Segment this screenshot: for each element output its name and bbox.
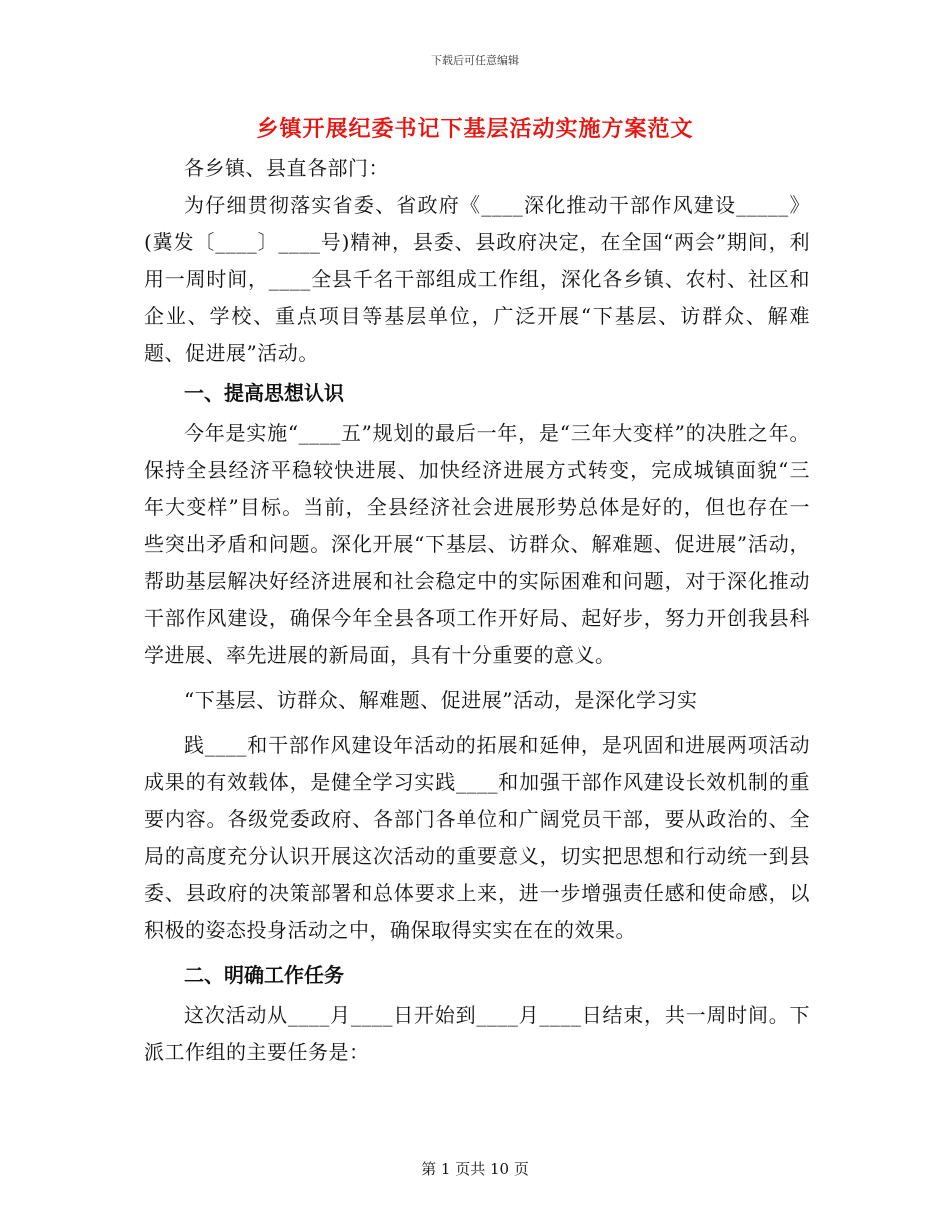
- section-1-paragraph-2-first-line: “下基层、访群众、解难题、促进展”活动，是深化学习实: [184, 688, 698, 712]
- salutation: 各乡镇、县直各部门：: [184, 156, 389, 180]
- document-body: [144, 150, 810, 1071]
- intro-paragraph: 为仔细贯彻落实省委、省政府《____深化推动干部作风建设_____》(冀发〔____〕____号)精神，县委、县政府决定，在全国“两会”期间，利用一周时间，____全县千名干部组成工作组，深化各乡镇、农村、社区和企业、学校、重点项目等基层单位，广泛开展“下基层、访群众、解难题、促进展”活动。: [144, 193, 810, 365]
- section-2-heading: 二、明确工作任务: [184, 963, 344, 987]
- document-title: 乡镇开展纪委书记下基层活动实施方案范文: [256, 116, 694, 142]
- section-1-paragraph-2-body: 践____和干部作风建设年活动的拓展和延伸，是巩固和进展两项活动成果的有效载体，是健全学习实践____和加强干部作风建设长效机制的重要内容。各级党委政府、各部门各单位和广阔党员干部，要从政治的、全局的高度充分认识开展这次活动的重要意义，切实把思想和行动统一到县委、县政府的决策部署和总体要求上来，进一步增强责任感和使命感，以积极的姿态投身活动之中，确保取得实实在在的效果。: [144, 733, 810, 942]
- page-header-note: 下载后可任意编辑: [431, 54, 519, 67]
- section-2-paragraph-1: 这次活动从____月____日开始到____月____日结束，共一周时间。下派工作组的主要任务是：: [144, 1003, 810, 1064]
- section-1-paragraph-1: 今年是实施“____五”规划的最后一年，是“三年大变样”的决胜之年。保持全县经济平稳较快进展、加快经济进展方式转变，完成城镇面貌“三年大变样”目标。当前，全县经济社会进展形势总体是好的，但也存在一些突出矛盾和问题。深化开展“下基层、访群众、解难题、促进展”活动，帮助基层解决好经济进展和社会稳定中的实际困难和问题，对于深化推动干部作风建设，确保今年全县各项工作开好局、起好步，努力开创我县科学进展、率先进展的新局面，具有十分重要的意义。: [144, 421, 810, 667]
- section-1-heading: 一、提高思想认识: [184, 381, 344, 405]
- page-number: 第 1 页共 10 页: [421, 1160, 529, 1178]
